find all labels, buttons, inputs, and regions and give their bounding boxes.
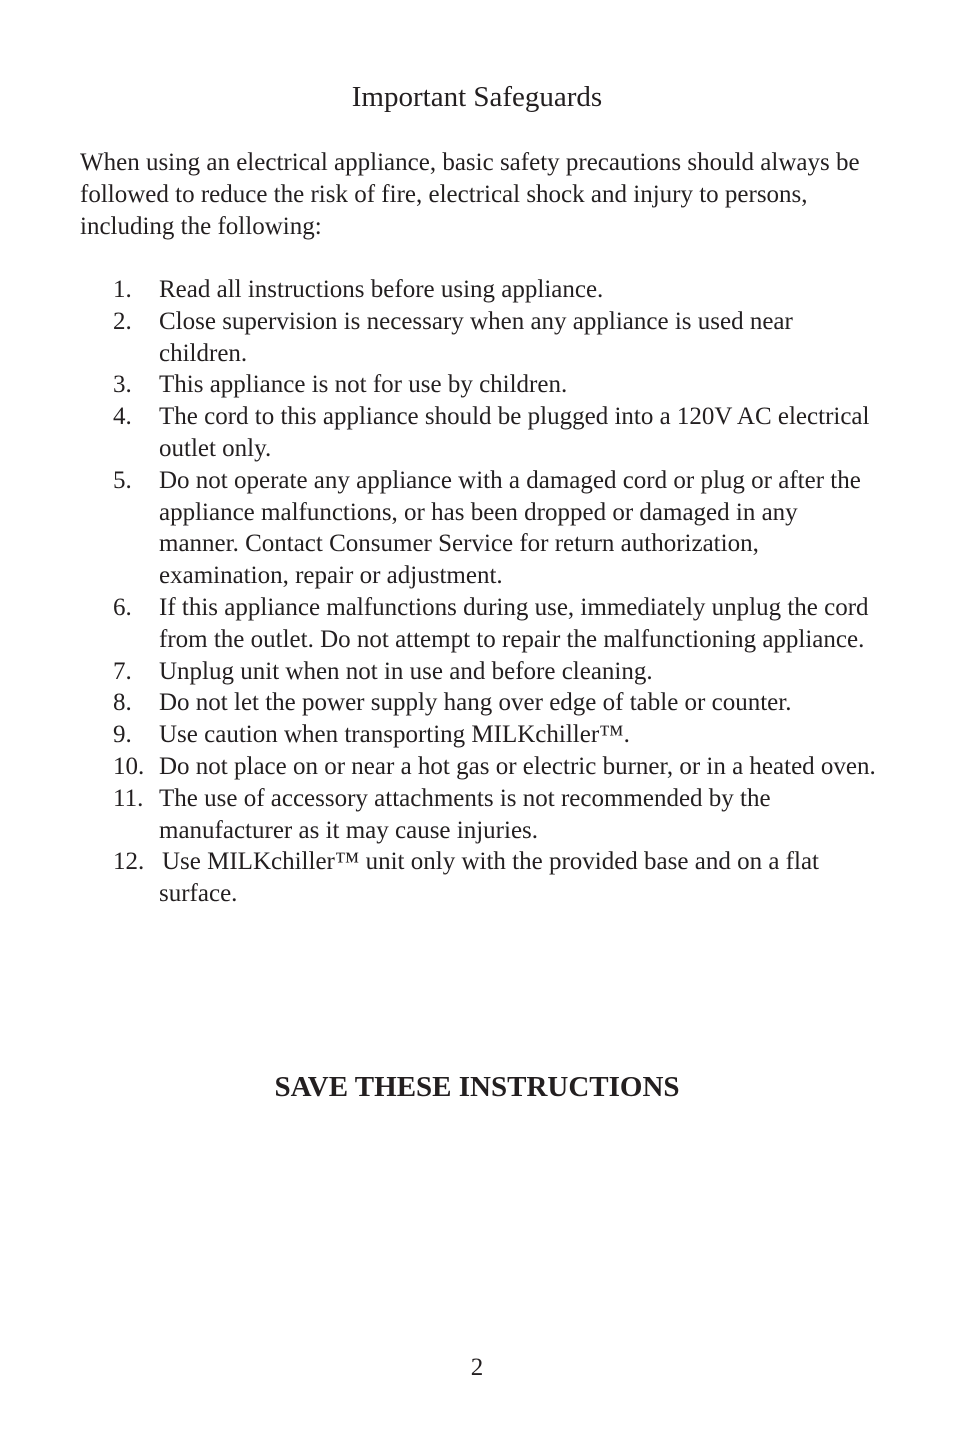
list-item-text: Do not operate any appliance with a damaged cord or plug or after the appliance malfunctions, or has been dropped or damaged in any manner. Contact Consumer Service for return authorization, examination, repair or adjustment. [159, 466, 861, 590]
save-instructions-heading: SAVE THESE INSTRUCTIONS [274, 1071, 680, 1103]
list-item-number: 12. [113, 848, 145, 876]
list-item-text: The cord to this appliance should be plugged into a 120V AC electrical outlet only. [159, 403, 870, 462]
list-item [80, 274, 880, 306]
list-item-number: 11. [113, 784, 144, 812]
list-item-number: 6. [113, 593, 132, 621]
list-item [80, 656, 880, 688]
list-item-number: 4. [113, 403, 132, 431]
list-item-number: 10. [113, 752, 145, 780]
list-item [80, 751, 880, 783]
list-item-number: 9. [113, 721, 132, 749]
list-item-text: Use MILKchiller™ unit only with the provided base and on a flat surface. [159, 848, 819, 908]
list-item-text: Close supervision is necessary when any appliance is used near children. [159, 307, 793, 367]
list-item [80, 465, 880, 592]
list-item-number: 8. [113, 689, 132, 717]
list-item-number: 2. [113, 307, 132, 335]
list-item-text: Unplug unit when not in use and before cleaning. [159, 657, 653, 685]
list-item [80, 783, 880, 847]
list-item [80, 401, 880, 465]
list-item [80, 592, 880, 656]
list-item-text: If this appliance malfunctions during use, immediately unplug the cord from the outlet. Do not attempt to repair the malfunctioning appliance. [159, 593, 869, 653]
list-item-number: 1. [113, 276, 132, 303]
list-item [80, 719, 880, 751]
list-item-text: This appliance is not for use by children. [159, 371, 568, 399]
list-item-text: Do not let the power supply hang over edge of table or counter. [159, 689, 792, 717]
list-item-text: The use of accessory attachments is not recommended by the manufacturer as it may cause injuries. [159, 784, 771, 844]
list-item [80, 687, 880, 719]
list-item-number: 5. [113, 466, 132, 494]
page-title: Important Safeguards [351, 81, 603, 113]
list-item-text: Use caution when transporting MILKchiller™. [159, 721, 630, 749]
safeguards-list [80, 274, 880, 910]
list-item-number: 7. [113, 657, 132, 685]
list-item-number: 3. [113, 371, 132, 399]
list-item [80, 306, 880, 370]
list-item [80, 846, 880, 910]
page-number: 2 [470, 1354, 484, 1381]
intro-paragraph: When using an electrical appliance, basic safety precautions should always be followed to reduce the risk of fire, electrical shock and injury to persons, including the following: [80, 149, 860, 240]
list-item-text: Read all instructions before using appliance. [159, 276, 604, 303]
list-item [80, 369, 880, 401]
list-item-text: Do not place on or near a hot gas or electric burner, or in a heated oven. [159, 752, 876, 780]
